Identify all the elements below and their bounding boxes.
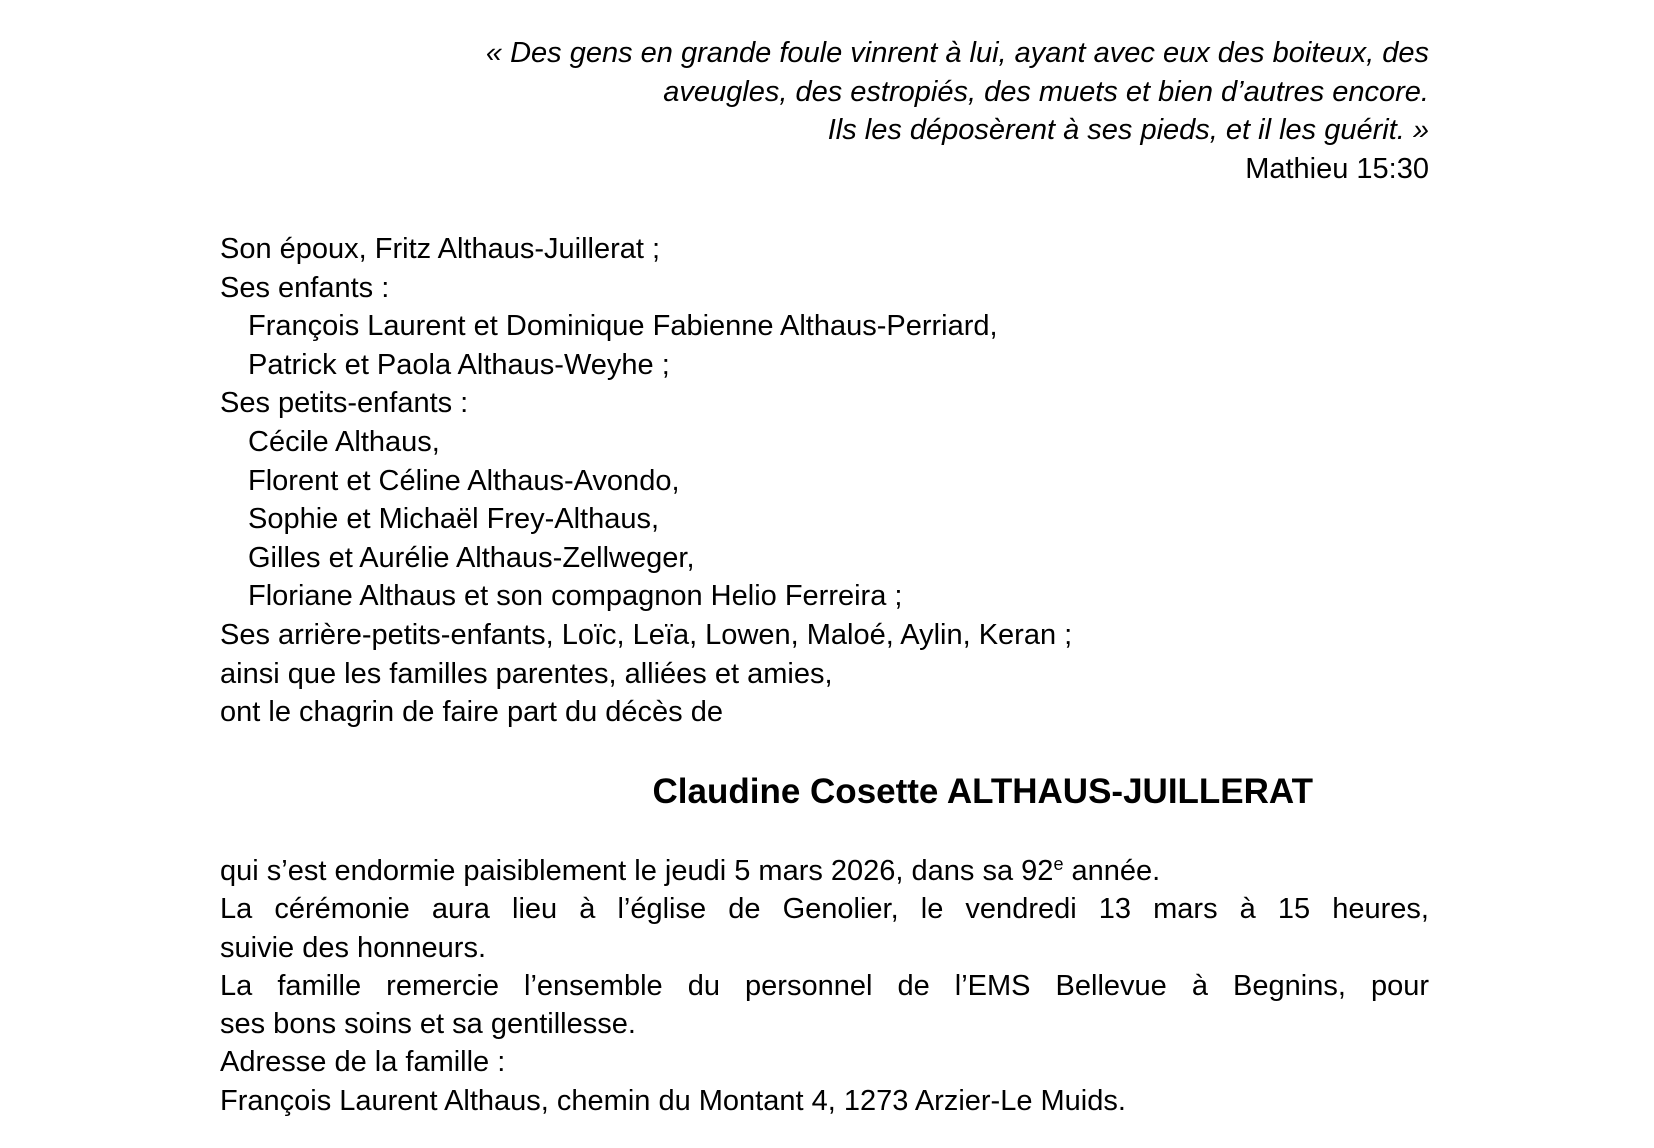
honours-line: suivie des honneurs. [220,931,486,964]
great-grandchildren-line: Ses arrière-petits-enfants, Loïc, Leïa, Lowen, Maloé, Aylin, Keran ; [220,618,1073,651]
grandchild-line: Floriane Althaus et son compagnon Helio Ferreira ; [248,580,903,613]
relatives-line: ainsi que les familles parentes, alliées et amies, [220,657,833,690]
announcement-line: ont le chagrin de faire part du décès de [220,696,723,729]
grandchild-line: Cécile Althaus, [248,425,440,458]
children-heading: Ses enfants : [220,271,390,304]
grandchild-line: Sophie et Michaël Frey-Althaus, [248,503,660,536]
deceased-name: Claudine Cosette ALTHAUS-JUILLERAT [652,772,1313,811]
grandchildren-heading: Ses petits-enfants : [220,387,469,420]
epigraph [220,34,1429,188]
epigraph-line-3: Ils les déposèrent à ses pieds, et il les guérit. » [827,114,1429,146]
child-line: Patrick et Paola Althaus-Weyhe ; [248,348,670,381]
family-address-heading: Adresse de la famille : [220,1046,506,1079]
child-line: François Laurent et Dominique Fabienne Althaus-Perriard, [248,310,998,343]
ordinal-suffix: e [1053,854,1064,874]
epigraph-line-2: aveugles, des estropiés, des muets et bien d’autres encore. [663,75,1429,108]
closing-text [220,852,1429,1120]
thanks-line [220,967,1429,1005]
thanks-continuation-line: ses bons soins et sa gentillesse. [220,1008,636,1041]
death-year-text: année. [1063,855,1161,887]
grandchild-line: Gilles et Aurélie Althaus-Zellweger, [248,541,695,574]
epigraph-line-1: « Des gens en grande foule vinrent à lui, ayant avec eux des boiteux, des [485,37,1429,69]
death-date-text: qui s’est endormie paisiblement le jeudi 5 mars 2026, dans sa 92 [220,855,1054,887]
family-address: François Laurent Althaus, chemin du Montant 4, 1273 Arzier-Le Muids. [220,1084,1126,1117]
ceremony-line [220,890,1429,928]
thanks-text: La famille remercie l’ensemble du personnel de l’EMS Bellevue à Begnins, pour [220,969,1429,1002]
epigraph-reference: Mathieu 15:30 [1245,152,1429,185]
death-date-line [220,852,1429,890]
spouse-line: Son époux, Fritz Althaus-Juillerat ; [220,233,661,265]
grandchild-line: Florent et Céline Althaus-Avondo, [248,464,680,497]
ceremony-text: La cérémonie aura lieu à l’église de Genolier, le vendredi 13 mars à 15 heures, [220,893,1429,926]
family-list [220,230,1429,732]
